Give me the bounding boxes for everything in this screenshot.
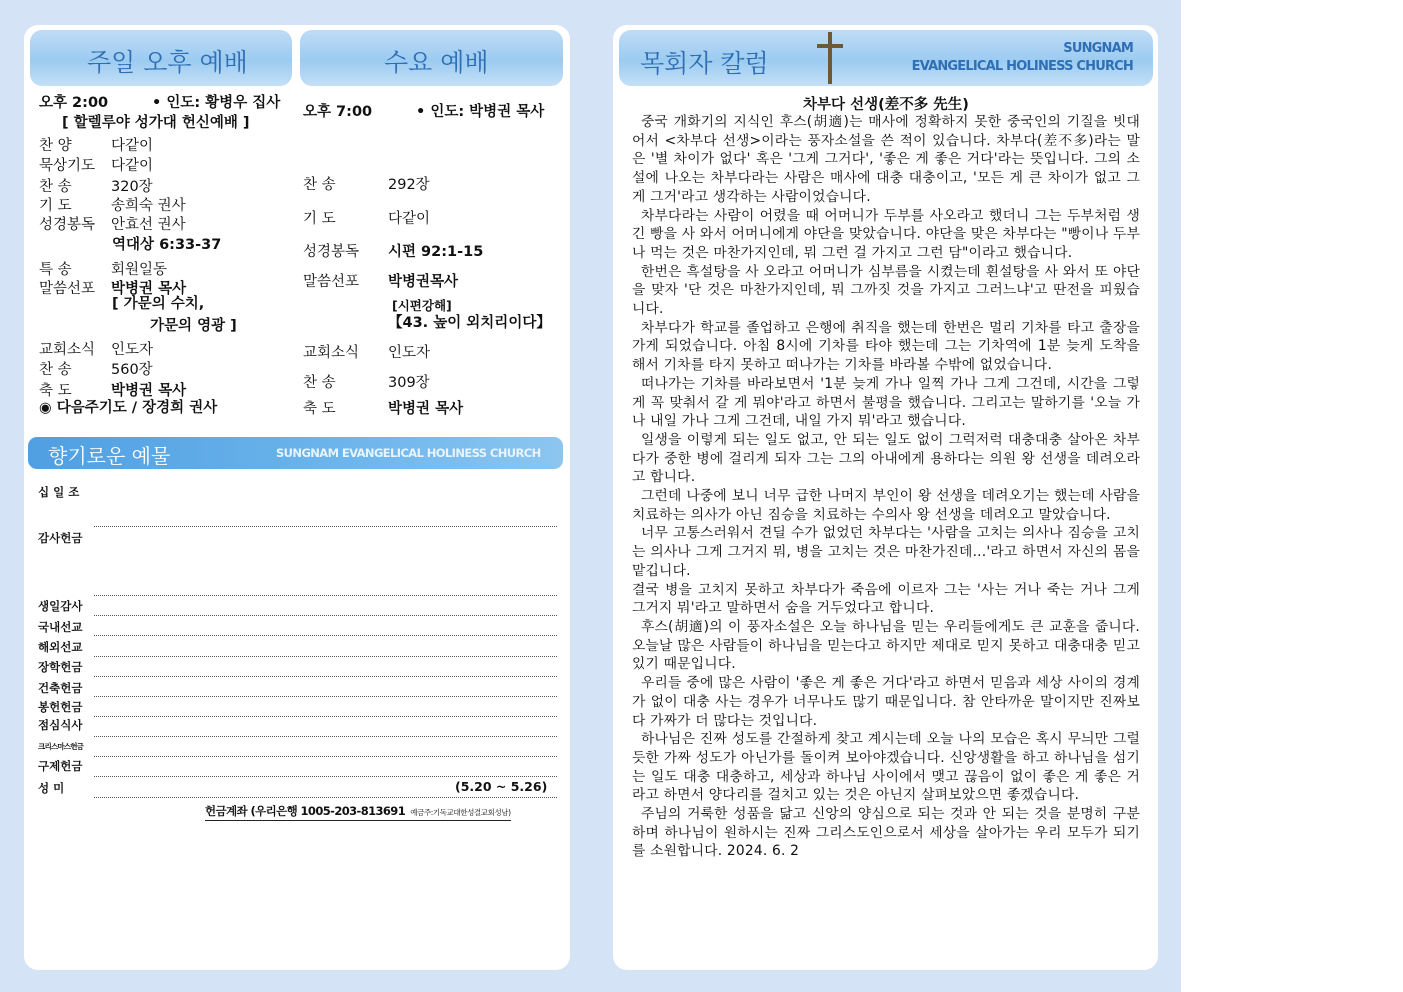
- offering-item-label: 해외선교: [38, 640, 83, 654]
- column-paragraph: 결국 병을 고치지 못하고 차부다가 죽음에 이르자 그는 '사는 거나 죽는 거나 그게 그거지 뭐'라고 말하면서 숨을 거두었다고 합니다.: [632, 581, 1140, 617]
- offering-line: [94, 716, 557, 717]
- sunday-order-label: 찬 송: [39, 179, 72, 195]
- column-paragraph: 차부다가 학교를 졸업하고 은행에 취직을 했는데 한번은 멀리 기차를 타고 출장을 가게 되었습니다. 아침 8시에 기차를 타야 했는데 그는 기차역에 1분 늦게 도착을 해서 기차를 타지 못하고 떠나가는 기차를 바라볼 수밖에 없었습니다.: [632, 319, 1140, 374]
- wednesday-order-value: 박병권 목사: [388, 401, 464, 417]
- sermon-label: 말씀선포: [39, 281, 96, 297]
- wednesday-leader: • 인도: 박병권 목사: [416, 104, 545, 120]
- special-song-label: 특 송: [39, 262, 72, 278]
- column-paragraph: 주님의 거룩한 성품을 닮고 신앙의 양심으로 되는 것과 안 되는 것을 분명히 구분하며 하나님이 원하시는 진짜 그리스도인으로서 세상을 살아가는 우리 모두가 되기를 소원합니다. 2024. 6. 2: [632, 806, 1140, 860]
- wednesday-order-value: 시편 92:1-15: [388, 244, 484, 260]
- sunday-order-label: 성경봉독: [39, 217, 96, 233]
- sunday-time: 오후 2:00: [39, 95, 109, 111]
- offering-item-label: 성 미: [38, 781, 65, 795]
- offering-account: [205, 803, 511, 821]
- column-paragraph: 너무 고통스러워서 견딜 수가 없었던 차부다는 '사람을 고치는 의사나 짐승을 고치는 의사나 그게 그거지 뭐, 병을 고치는 것은 마찬가진데...'라고 하면서 자신의 몸을 맡깁니다.: [632, 525, 1140, 579]
- sunday-leader: • 인도: 황병우 집사: [152, 95, 281, 111]
- sunday-order-value: 송희숙 권사: [111, 198, 186, 214]
- sunday-order-label: 교회소식: [39, 342, 96, 358]
- wednesday-order-value: 292장: [388, 177, 430, 193]
- offering-item-label: 봉헌헌금: [38, 700, 83, 714]
- wednesday-order-value: 인도자: [388, 345, 431, 361]
- sunday-order-label: 묵상기도: [39, 158, 96, 174]
- wednesday-order-value: 다같이: [388, 211, 431, 227]
- wednesday-order-value: 309장: [388, 375, 430, 391]
- offering-item-label: 크리스마스헌금: [38, 742, 84, 751]
- sunday-order-value: 560장: [111, 362, 153, 378]
- column-heading: 차부다 선생(差不多 先生): [803, 97, 969, 113]
- sunday-order-value: 다같이: [111, 158, 154, 174]
- column-paragraph: 한번은 흑설탕을 사 오라고 어머니가 심부름을 시켰는데 흰설탕을 사 와서 또 야단을 맞자 '단 것은 마찬가지인데, 뭐 그까짓 것을 가지고 그러느냐'고 딴전을 피웠습니다.: [632, 263, 1140, 318]
- column-paragraph: 차부다라는 사람이 어렸을 때 어머니가 두부를 사오라고 했더니 그는 두부처럼 생긴 빵을 사 와서 어머니에게 야단을 맞았습니다. 야단을 맞은 차부다는 "빵이나 두부나 먹는 것은 마찬가지인데, 뭐 그런 걸 가지고 그런 담"이라고 했습니다.: [632, 207, 1140, 261]
- sunday-subtitle: [ 할렐루야 성가대 헌신예배 ]: [62, 115, 250, 131]
- sunday-service-title: 주일 오후 예배: [87, 48, 248, 77]
- sunday-order-label: 찬 양: [39, 138, 72, 154]
- offering-title: 향기로운 예물: [48, 444, 171, 468]
- sunday-service-header: [30, 30, 292, 86]
- column-paragraph: 중국 개화기의 지식인 후스(胡適)는 매사에 정확하지 못한 중국인의 기질을 빗대어서 <차부다 선생>이라는 풍자소설을 쓴 적이 있습니다. 차부다(差不多)라는 말은 '별 차이가 없다' 혹은 '그게 그거다', '좋은 게 좋은 거다'라는 뜻입니다. 그의 소설에 나오는 차부다라는 사람은 매사에 대충 대충이고, '모든 게 큰 차이가 없고 그게 그거'라고 생각하는 사람이었습니다.: [632, 114, 1140, 205]
- sermon-title-line1: [ 가문의 수치,: [112, 296, 205, 312]
- next-prayer: ◉ 다음주기도 / 장경희 권사: [39, 400, 218, 416]
- column-paragraph: 일생을 이렇게 되는 일도 없고, 안 되는 일도 없이 그럭저럭 대충대충 살아온 차부다가 중한 병에 걸리게 되자 그는 그의 아내에게 용하다는 의원 왕 선생을 데려오라고 합니다.: [632, 431, 1140, 486]
- offering-item-label: 점심식사: [38, 718, 83, 732]
- offering-line: [94, 696, 557, 697]
- sunday-order-label: 기 도: [39, 198, 72, 214]
- wednesday-order-label: 말씀선포: [303, 274, 360, 290]
- wednesday-series: [시편강해]: [392, 298, 452, 313]
- offering-header-bar: [28, 437, 563, 469]
- offering-item-label: 장학헌금: [38, 660, 83, 674]
- column-paragraph: 하나님은 진짜 성도를 간절하게 찾고 계시는데 오늘 나의 모습은 혹시 무늬만 그럴듯한 가짜 성도가 아닌가를 돌이켜 보아야겠습니다. 신앙생활을 하고 하나님을 섬기는 일도 대충 대충하고, 세상과 하나님 사이에서 맺고 끊음이 없이 좋은 게 좋은 거라고 하면서 양다리를 걸치고 있는 것은 아닌지 살펴보았으면 좋겠습니다.: [632, 731, 1140, 804]
- cross-icon: [815, 30, 845, 86]
- wednesday-service-title: 수요 예배: [384, 48, 489, 77]
- offering-church-name: SUNGNAM EVANGELICAL HOLINESS CHURCH: [276, 446, 541, 460]
- sermon-title-line2: 가문의 영광 ]: [150, 318, 237, 334]
- wednesday-order-label: 축 도: [303, 401, 336, 417]
- wednesday-time: 오후 7:00: [303, 104, 373, 120]
- wednesday-order-label: 기 도: [303, 211, 336, 227]
- column-paragraph: 후스(胡適)의 이 풍자소설은 오늘 하나님을 믿는 우리들에게도 큰 교훈을 줍니다. 오늘날 많은 사람들이 하나님을 믿는다고 하지만 제대로 믿지 못하고 대충대충 믿고 있기 때문입니다.: [632, 618, 1140, 673]
- offering-item-label: 건축헌금: [38, 681, 83, 695]
- offering-line: [94, 526, 557, 527]
- offering-line: [94, 615, 557, 616]
- sunday-order-value: 320장: [111, 179, 153, 195]
- offering-line: [94, 797, 557, 798]
- offering-item-label: 십 일 조: [38, 485, 80, 499]
- column-body: [632, 113, 1140, 861]
- wednesday-order-label: 찬 송: [303, 177, 336, 193]
- wednesday-order-value: 박병권목사: [388, 274, 459, 290]
- offering-line: [94, 656, 557, 657]
- offering-item-label: 생일감사: [38, 599, 83, 613]
- wednesday-order-label: 성경봉독: [303, 244, 360, 260]
- sunday-scripture: 역대상 6:33-37: [112, 237, 222, 253]
- column-church-name-1: SUNGNAM: [1063, 41, 1133, 56]
- offering-item-label: 국내선교: [38, 620, 83, 634]
- offering-line: [94, 635, 557, 636]
- column-header: [619, 30, 1153, 86]
- offering-item-label: 구제헌금: [38, 759, 83, 773]
- column-paragraph: 그런데 나중에 보니 너무 급한 나머지 부인이 왕 선생을 데려오기는 했는데 사람을 치료하는 의사가 아닌 짐승을 치료하는 수의사 왕 선생을 데려오고 말았습니다.: [632, 488, 1140, 523]
- offering-line: [94, 756, 557, 757]
- wednesday-service-header: [300, 30, 563, 86]
- sunday-order-value: 다같이: [111, 138, 154, 154]
- offering-line: [94, 676, 557, 677]
- column-church-name-2: EVANGELICAL HOLINESS CHURCH: [911, 59, 1133, 74]
- offering-line: [94, 736, 557, 737]
- sunday-order-label: 축 도: [39, 383, 72, 399]
- offering-line: [94, 776, 557, 777]
- sermon-preacher: 박병권 목사: [111, 281, 187, 297]
- sunday-order-value: 안효선 권사: [111, 217, 186, 233]
- sunday-order-value: 인도자: [111, 342, 154, 358]
- account-number: 헌금계좌 (우리은행 1005-203-813691: [205, 804, 406, 818]
- wednesday-order-label: 교회소식: [303, 345, 360, 361]
- wednesday-sermon-title: 【43. 높이 외치리이다】: [388, 315, 551, 331]
- column-paragraph: 우리들 중에 많은 사람이 '좋은 게 좋은 거다'라고 하면서 믿음과 세상 사이의 경계가 없이 대충 사는 경우가 너무나도 많기 때문입니다. 참 안타까운 말이지만 진짜보다 가짜가 더 많다는 것입니다.: [632, 675, 1140, 729]
- wednesday-order-label: 찬 송: [303, 375, 336, 391]
- sunday-order-value: 박병권 목사: [111, 383, 187, 399]
- special-song-value: 회원일동: [111, 262, 168, 278]
- offering-item-label: 감사헌금: [38, 531, 83, 545]
- sunday-order-label: 찬 송: [39, 362, 72, 378]
- account-holder: 예금주:기독교대한성결교회성남): [410, 808, 511, 817]
- column-paragraph: 떠나가는 기차를 바라보면서 '1분 늦게 가나 일찍 가나 그게 그건데, 시간을 그렇게 꼭 맞춰서 갈 게 뭐야'라고 하면서 불평을 했습니다. 그리고는 말하기를 '오늘 가나 내일 가나 그게 그건데, 내일 가지 뭐'라고 했습니다.: [632, 375, 1140, 430]
- column-title: 목회자 칼럼: [640, 49, 769, 78]
- offering-line: [94, 595, 557, 596]
- left-panel: [24, 25, 570, 970]
- offering-period: (5.20 ~ 5.26): [455, 779, 548, 794]
